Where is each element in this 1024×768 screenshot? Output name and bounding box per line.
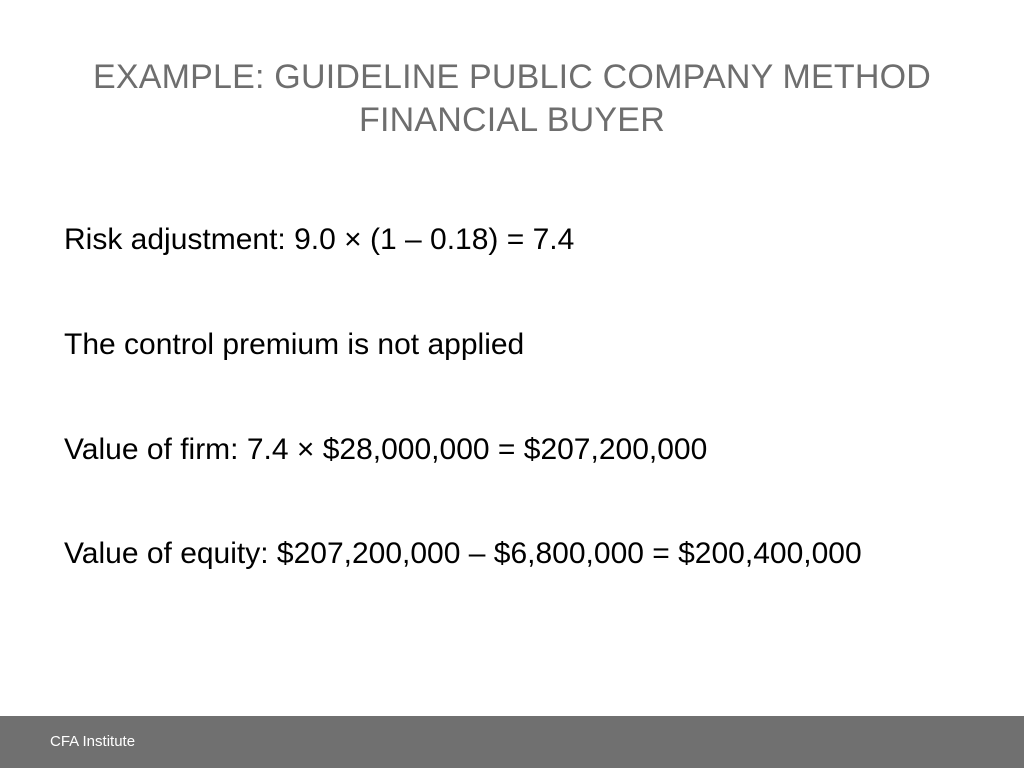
risk-adjustment-line: Risk adjustment: 9.0 × (1 – 0.18) = 7.4 <box>64 223 575 256</box>
slide-title <box>40 56 984 142</box>
footer-bar <box>0 716 1024 768</box>
value-of-firm-line: Value of firm: 7.4 × $28,000,000 = $207,200,000 <box>64 433 708 466</box>
control-premium-line: The control premium is not applied <box>64 328 525 361</box>
value-of-equity-line: Value of equity: $207,200,000 – $6,800,000 = $200,400,000 <box>64 537 862 570</box>
slide-title-line-2: FINANCIAL BUYER <box>359 101 665 139</box>
footer-organization: CFA Institute <box>50 733 136 750</box>
slide-title-line-1: EXAMPLE: GUIDELINE PUBLIC COMPANY METHOD <box>92 58 932 96</box>
